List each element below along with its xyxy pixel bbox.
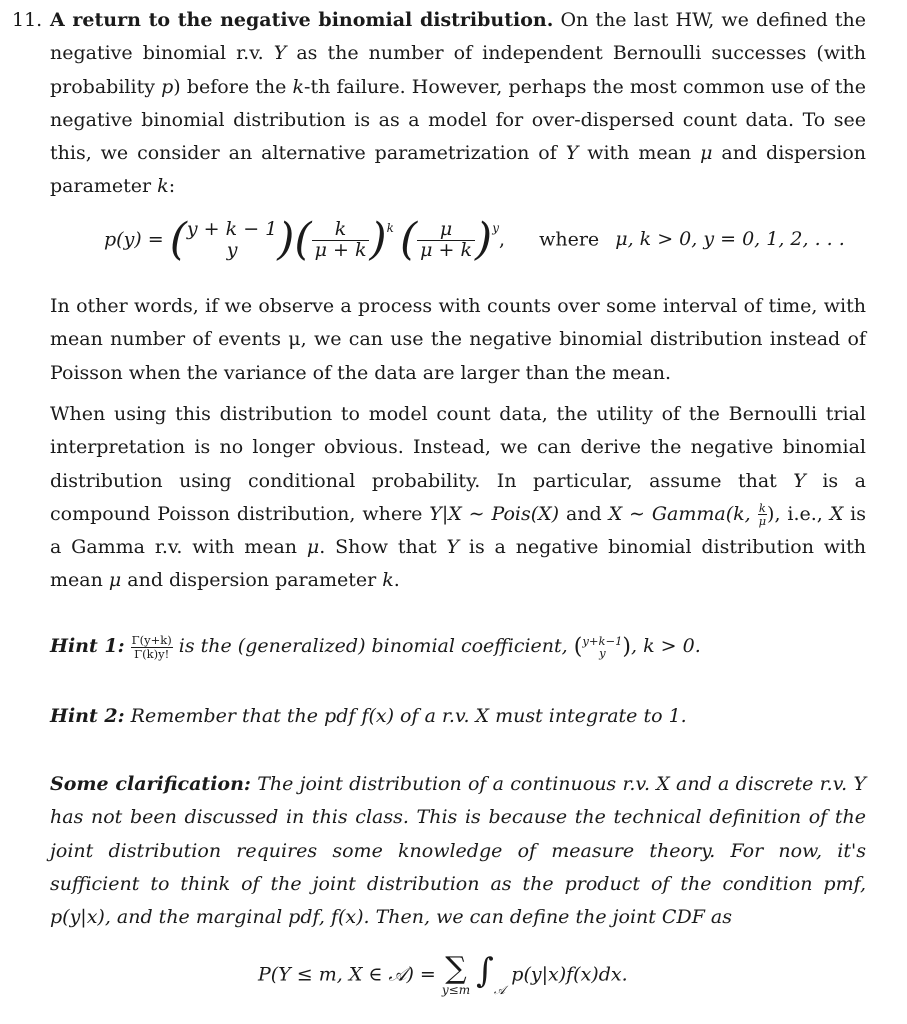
p3-frac-num: k bbox=[758, 501, 766, 516]
paragraph-2-text: In other words, if we observe a process with counts over some interval of time, with mean number of events μ, we can use the negative binomial distribution instead of Poisson when the variance of the data are larger than the mean. bbox=[50, 295, 866, 384]
hint1-frac-num: Γ(y+k) bbox=[131, 633, 172, 648]
var-p: p bbox=[161, 75, 174, 98]
p3-text-h: and dispersion parameter bbox=[127, 569, 377, 592]
hint-1 bbox=[50, 630, 866, 664]
open-paren-icon: ( bbox=[399, 214, 418, 265]
hint-1-text: is the (generalized) binomial coefficient, bbox=[178, 635, 568, 657]
p3-frac-den: μ bbox=[758, 514, 767, 529]
p3-var-k: k bbox=[382, 569, 394, 592]
intro-text-4: -th failure. However, perhaps the most common use of the negative binomial distribution is as a model for over-dispersed count data. To see this, we consider an alternative parametrization of bbox=[50, 75, 867, 165]
pmf-lhs: p(y) = bbox=[104, 228, 164, 251]
integral-icon: ∫ bbox=[476, 951, 494, 991]
close-paren-icon: ) bbox=[369, 214, 387, 265]
p3-text-g: is a negative binomial distribution with mean bbox=[50, 536, 866, 592]
hint1-binom-bottom: y bbox=[599, 646, 606, 660]
intro-text-2: as the number of independent Bernoulli successes (with probability bbox=[50, 42, 866, 98]
sum-subscript: y≤m bbox=[441, 983, 471, 997]
hint-1-label: Hint 1: bbox=[50, 635, 125, 657]
cdf-integrand: p(y|x)f(x)dx. bbox=[511, 963, 628, 986]
intro-text-7: : bbox=[168, 175, 176, 198]
binom-top: y + k − 1 bbox=[186, 218, 278, 241]
p3-conditional: Y|X ∼ Pois(X) bbox=[429, 502, 560, 525]
clarification-text: The joint distribution of a continuous r.v. X and a discrete r.v. Y has not been discussed in this class. This is because the technical definition of the joint distribution requires some knowledge of measure theory. For now, it's sufficient to think of the joint distribution as the product of the condition pmf, p(y|x), and the marginal pdf, f(x). Then, we can define the joint CDF as bbox=[50, 773, 867, 929]
hint-1-binomial bbox=[582, 635, 622, 659]
var-k-th: k bbox=[292, 75, 305, 98]
paragraph-3 bbox=[50, 398, 866, 598]
p3-var-X: X bbox=[829, 502, 844, 525]
p3-text-i: . bbox=[393, 569, 400, 592]
var-Y-2: Y bbox=[565, 142, 579, 165]
p3-text-a: When using this distribution to model count data, the utility of the Bernoulli trial interpretation is no longer obvious. Instead, we can derive the negative binomial distribution using conditional probability. In particular, assume that bbox=[50, 403, 866, 492]
hint-1-tail: , k > 0. bbox=[631, 635, 701, 657]
exponent-k: k bbox=[386, 221, 394, 235]
pmf-condition: μ, k > 0, y = 0, 1, 2, . . . bbox=[615, 228, 845, 251]
var-k: k bbox=[157, 175, 169, 198]
pmf-fraction-1 bbox=[312, 217, 370, 261]
paragraph-2 bbox=[50, 290, 866, 390]
pmf-binomial bbox=[187, 219, 277, 261]
hint-2-text: Remember that the pdf f(x) of a r.v. X must integrate to 1. bbox=[130, 705, 687, 727]
integral-subscript: 𝒜 bbox=[493, 983, 506, 997]
frac1-den: μ + k bbox=[314, 238, 367, 261]
clarification bbox=[50, 768, 866, 934]
intro-text-3: ) before the bbox=[173, 75, 287, 98]
problem-number: 11. bbox=[12, 9, 43, 31]
open-paren-icon: ( bbox=[294, 214, 312, 265]
var-mu: μ bbox=[700, 142, 713, 165]
intro-paragraph bbox=[50, 4, 866, 204]
frac1-num: k bbox=[312, 220, 370, 241]
hint-2-label: Hint 2: bbox=[50, 705, 125, 727]
frac2-num: μ bbox=[417, 220, 475, 241]
integral-block bbox=[476, 951, 506, 997]
where-word: where bbox=[539, 228, 600, 251]
p3-text-e: is a Gamma r.v. with mean bbox=[50, 502, 866, 559]
sum-block bbox=[441, 951, 471, 997]
p3-text-f: . Show that bbox=[319, 536, 437, 559]
sum-icon: ∑ bbox=[445, 951, 467, 986]
var-Y: Y bbox=[273, 42, 287, 65]
hint-1-fraction bbox=[131, 634, 173, 659]
open-paren-icon: ( bbox=[573, 634, 583, 660]
p3-var-Y-2: Y bbox=[446, 536, 460, 559]
exponent-y: y bbox=[492, 221, 499, 235]
frac2-den: μ + k bbox=[420, 238, 473, 261]
p3-text-d: ), i.e., bbox=[767, 502, 823, 525]
hint1-binom-top: y+k−1 bbox=[582, 633, 623, 648]
close-paren-icon: ) bbox=[622, 634, 632, 660]
close-paren-icon: ) bbox=[475, 214, 493, 265]
pmf-fraction-2 bbox=[417, 217, 475, 261]
intro-text-5: with mean bbox=[587, 142, 692, 165]
p3-text-c: and bbox=[565, 502, 602, 525]
pmf-equation: p(y) = ( y + k − 1 y )( $\frac{k}{\mu + k}$ )$^k$ ( $\frac{\mu}{\mu + k}$ )$^y$, where μ, k > 0, y = 0, 1, 2, . . . bbox=[104, 214, 845, 265]
intro-text-1: On the last HW, we defined the negative binomial r.v. bbox=[50, 9, 866, 65]
hint1-frac-den: Γ(k)y! bbox=[134, 646, 170, 661]
cdf-equation bbox=[0, 946, 907, 1016]
p3-small-fraction bbox=[758, 502, 767, 527]
binom-bottom: y bbox=[226, 239, 238, 261]
clarification-label: Some clarification: bbox=[50, 773, 251, 795]
p3-var-mu-2: μ bbox=[108, 569, 122, 592]
p3-var-Y: Y bbox=[793, 469, 806, 492]
p3-var-mu: μ bbox=[306, 536, 320, 559]
p3-text-b: is a compound Poisson distribution, where bbox=[50, 469, 866, 525]
open-paren-icon: ( bbox=[169, 214, 187, 265]
intro-text-6: and dispersion parameter bbox=[50, 142, 867, 198]
problem-title: A return to the negative binomial distribution. bbox=[50, 9, 554, 31]
hint-2 bbox=[50, 700, 866, 733]
close-paren-icon: ) bbox=[277, 214, 295, 265]
cdf-lhs: P(Y ≤ m, X ∈ 𝒜) = bbox=[258, 963, 436, 986]
p3-gamma: X ∼ Gamma(k, bbox=[608, 502, 751, 525]
